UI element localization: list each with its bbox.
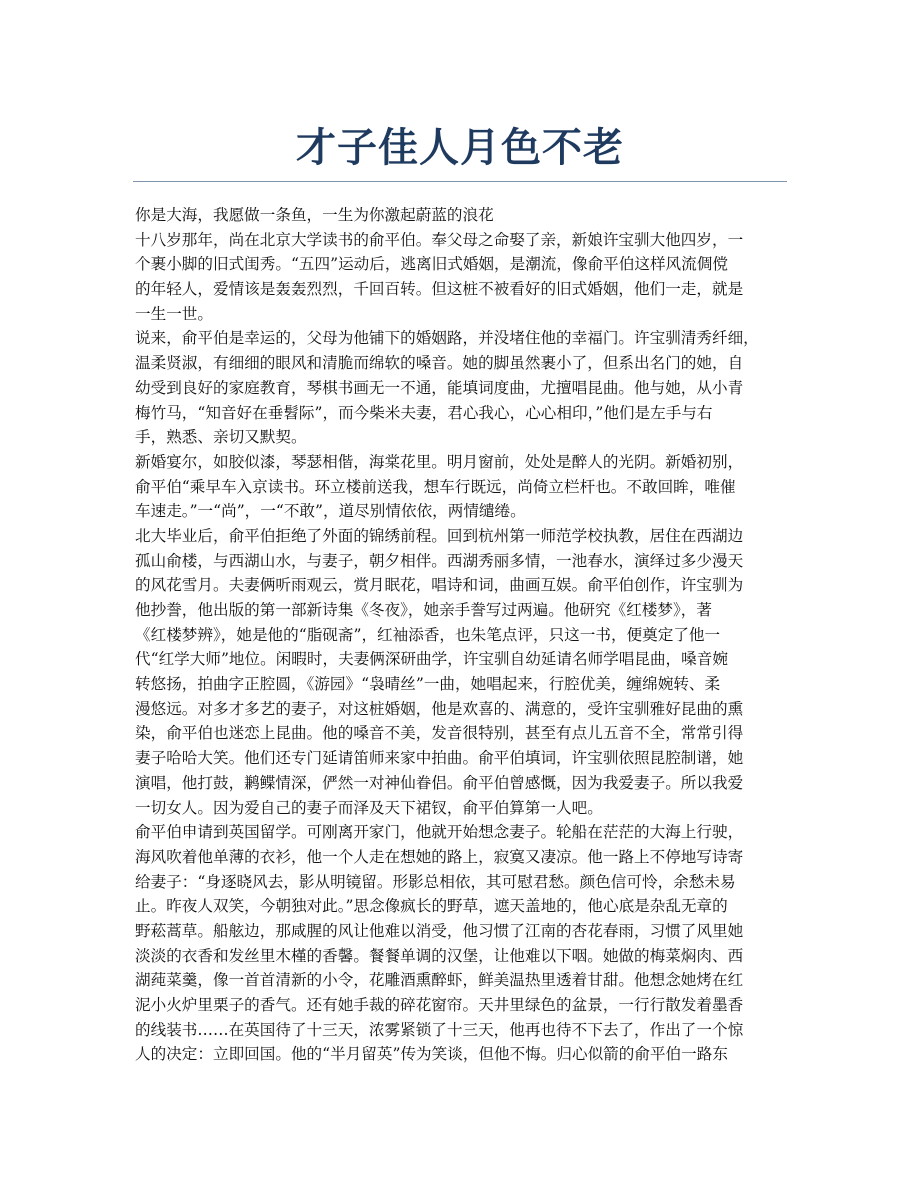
text-line: 《红楼梦辨》，她是他的“脂砚斋”，红袖添香，也朱笔点评，只这一书，便奠定了他一 (135, 625, 721, 644)
text-line: 幼受到良好的家庭教育，琴棋书画无一不通，能填词度曲，尤擅唱昆曲。他与她，从小青 (135, 378, 744, 397)
text-line: 梅竹马，“知音好在垂髫际”，而今柴米夫妻，君心我心，心心相印，”他们是左手与右 (135, 403, 713, 422)
text-line: 一切女人。因为爱自己的妻子而泽及天下裙钗，俞平伯算第一人吧。 (135, 798, 603, 817)
text-line: 的线装书……在英国待了十三天，浓雾紧锁了十三天，他再也待不下去了，作出了一个惊 (135, 1020, 744, 1039)
text-line: 孤山俞楼，与西湖山水，与妻子，朝夕相伴。西湖秀丽多情，一池春水，演绎过多少漫天 (135, 551, 744, 570)
text-line: 他抄誊，他出版的第一部新诗集《冬夜》，她亲手誊写过两遍。他研究《红楼梦》，著 (135, 601, 712, 619)
text-line: 温柔贤淑，有细细的眼风和清脆而绵软的嗓音。她的脚虽然裹小了，但系出名门的她，自 (135, 354, 744, 373)
paragraph (135, 326, 795, 449)
text-line: 湖莼菜羹，像一首首清新的小令，花雕酒熏醉虾，鲜美温热里透着甘甜。他想念她烤在红 (135, 971, 744, 990)
text-line: 给妻子：“身逐晓风去，影从明镜留。形影总相依，其可慰君愁。颜色信可怜，余愁未易 (135, 872, 736, 891)
document-body (135, 203, 795, 1067)
text-line: 俞平伯申请到英国留学。可刚离开家门，他就开始想念妻子。轮船在茫茫的大海上行驶， (135, 823, 744, 842)
text-line: 泥小火炉里栗子的香气。还有她手裁的碎花窗帘。天井里绿色的盆景，一行行散发着墨香 (135, 996, 744, 1014)
title-divider (133, 181, 787, 182)
text-line: 海风吹着他单薄的衣衫，他一个人走在想她的路上，寂寞又凄凉。他一路上不停地写诗寄 (135, 847, 744, 866)
text-line: 淡淡的衣香和发丝里木槿的香馨。餐餐单调的汉堡，让他难以下咽。她做的梅菜焖肉、西 (135, 946, 744, 965)
text-line: 你是大海，我愿做一条鱼，一生为你激起蔚蓝的浪花 (135, 206, 494, 224)
text-line: 俞平伯“乘早车入京读书。环立楼前送我，想车行既远，尚倚立栏杆也。不敢回眸，唯催 (135, 477, 736, 496)
text-line: 车速走。”一“尚”，一“不敢”，道尽别情依依，两情缱绻。 (135, 502, 526, 521)
text-line: 人的决定：立即回国。他的“半月留英”传为笑谈，但他不悔。归心似箭的俞平伯一路东 (135, 1045, 728, 1064)
text-line: 一生一世。 (135, 304, 213, 323)
paragraph (135, 820, 795, 1067)
text-line: 的风花雪月。夫妻俩听雨观云，赏月眠花，唱诗和词，曲画互娱。俞平伯创作，许宝驯为 (135, 576, 744, 595)
text-line: 个裹小脚的旧式闺秀。“五四”运动后，逃离旧式婚姻，是潮流，像俞平伯这样风流倜傥 (135, 255, 728, 274)
text-line: 染，俞平伯也迷恋上昆曲。他的嗓音不美，发音很特别，甚至有点儿五音不全，常常引得 (135, 724, 744, 743)
text-line: 演唱，他打鼓，鹣鲽情深，俨然一对神仙眷侣。俞平伯曾感慨，因为我爱妻子。所以我爱 (135, 773, 744, 792)
text-line: 手，熟悉、亲切又默契。 (135, 428, 307, 447)
text-line: 说来，俞平伯是幸运的，父母为他铺下的婚姻路，并没堵住他的幸福门。许宝驯清秀纤细， (135, 329, 759, 348)
text-line: 的年轻人，爱情该是轰轰烈烈，千回百转。但这桩不被看好的旧式婚姻，他们一走，就是 (135, 280, 744, 299)
text-line: 转悠扬，拍曲字正腔圆，《游园》“袅晴丝”一曲，她唱起来，行腔优美，缠绵婉转、柔 (135, 675, 721, 694)
document-title: 才子佳人月色不老 (296, 125, 624, 171)
text-line: 止。昨夜人双笑，今朝独对此。”思念像疯长的野草，遮天盖地的，他心底是杂乱无章的 (135, 897, 728, 916)
paragraph (135, 450, 795, 524)
text-line: 代“红学大师”地位。闲暇时，夫妻俩深研曲学，许宝驯自幼延请名师学唱昆曲，嗓音婉 (135, 650, 728, 669)
text-line: 新婚宴尔，如胶似漆，琴瑟相偕，海棠花里。明月窗前，处处是醉人的光阴。新婚初别， (135, 452, 744, 471)
text-line: 漫悠远。对多才多艺的妻子，对这桩婚姻，他是欢喜的、满意的，受许宝驯雅好昆曲的熏 (135, 699, 744, 718)
text-line: 北大毕业后，俞平伯拒绝了外面的锦绣前程。回到杭州第一师范学校执教，居住在西湖边 (135, 526, 744, 545)
text-line: 十八岁那年，尚在北京大学读书的俞平伯。奉父母之命娶了亲，新娘许宝驯大他四岁，一 (135, 230, 744, 249)
text-line: 野菘蒿草。船舷边，那咸腥的风让他难以消受，他习惯了江南的杏花春雨，习惯了风里她 (135, 921, 744, 940)
paragraph (135, 203, 795, 228)
text-line: 妻子哈哈大笑。他们还专门延请笛师来家中拍曲。俞平伯填词，许宝驯依照昆腔制谱，她 (135, 749, 744, 768)
paragraph (135, 524, 795, 820)
paragraph (135, 228, 795, 327)
